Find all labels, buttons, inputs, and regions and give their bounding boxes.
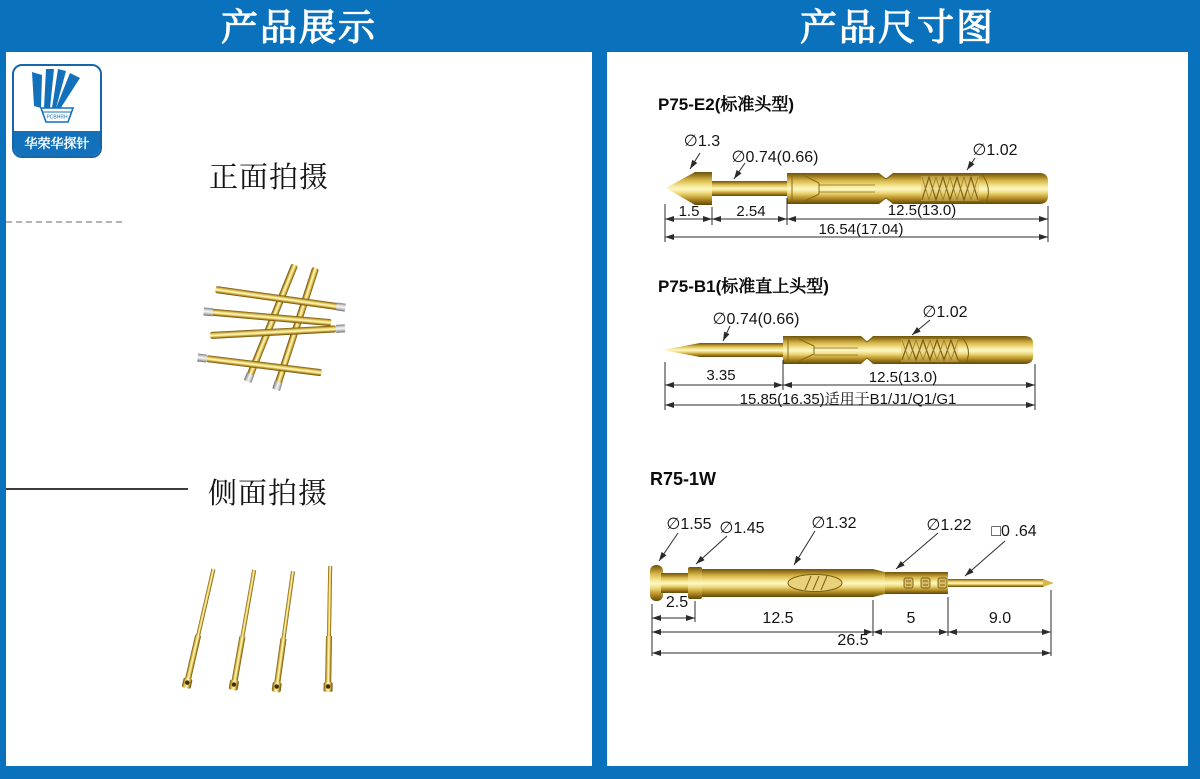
side-shot-label: 侧面拍摄: [207, 478, 329, 510]
brand-logo: [12, 64, 102, 158]
logo-mark-text: PCBHRH: [46, 114, 68, 121]
d1-dim-total: 16.54(17.04): [818, 221, 904, 238]
d2-dim-barrel: 12.5(13.0): [868, 369, 938, 386]
d3-dia-square-label: □0 .64: [991, 523, 1037, 540]
left-solid-divider: [6, 488, 188, 490]
right-panel-header: 产品尺寸图: [800, 7, 995, 48]
dimension-panel: [607, 52, 1188, 766]
product-display-panel: [6, 52, 592, 766]
left-panel-header: 产品展示: [221, 7, 377, 48]
d2-dia-shaft-label: ∅0.74(0.66): [712, 311, 800, 328]
d3-dia-flange-label: ∅1.55: [666, 516, 712, 533]
front-shot-label: 正面拍摄: [208, 162, 330, 194]
dimension-drawings-canvas: [607, 52, 1188, 766]
d2-dim-total: 15.85(16.35)适用于B1/J1/Q1/G1: [739, 391, 957, 408]
left-dashed-divider: [6, 221, 122, 223]
side-photo: [164, 552, 359, 707]
d1-title: P75-E2(标准头型): [658, 95, 795, 114]
logo-brand-text: 华荣华探针: [14, 131, 100, 156]
shuttlecock-icon: [14, 66, 100, 130]
d3-dia-ring-label: ∅1.45: [719, 520, 765, 537]
d3-title: R75-1W: [650, 469, 717, 489]
front-photo: [186, 252, 366, 402]
d1-dim-barrel: 12.5(13.0): [887, 202, 957, 219]
d1-dia-head-label: ∅1.3: [683, 133, 721, 150]
d2-dia-barrel-label: ∅1.02: [922, 304, 968, 321]
d2-title: P75-B1(标准直上头型): [658, 277, 829, 296]
d3-dim-needle: 9.0: [988, 610, 1012, 627]
d3-dim-body: 12.5: [762, 610, 794, 627]
d1-dia-shaft-label: ∅0.74(0.66): [731, 149, 819, 166]
d3-dim-tube: 5: [906, 610, 916, 627]
d3-dia-tube-label: ∅1.22: [926, 517, 972, 534]
d3-dia-body-label: ∅1.32: [811, 515, 857, 532]
d1-dim-head: 1.5: [678, 203, 700, 220]
d2-dim-tip: 3.35: [706, 367, 736, 384]
d1-dim-shaft: 2.54: [736, 203, 766, 220]
d3-dim-head: 2.5: [665, 594, 689, 611]
d3-dim-total: 26.5: [837, 632, 869, 649]
d1-dia-barrel-label: ∅1.02: [972, 142, 1018, 159]
